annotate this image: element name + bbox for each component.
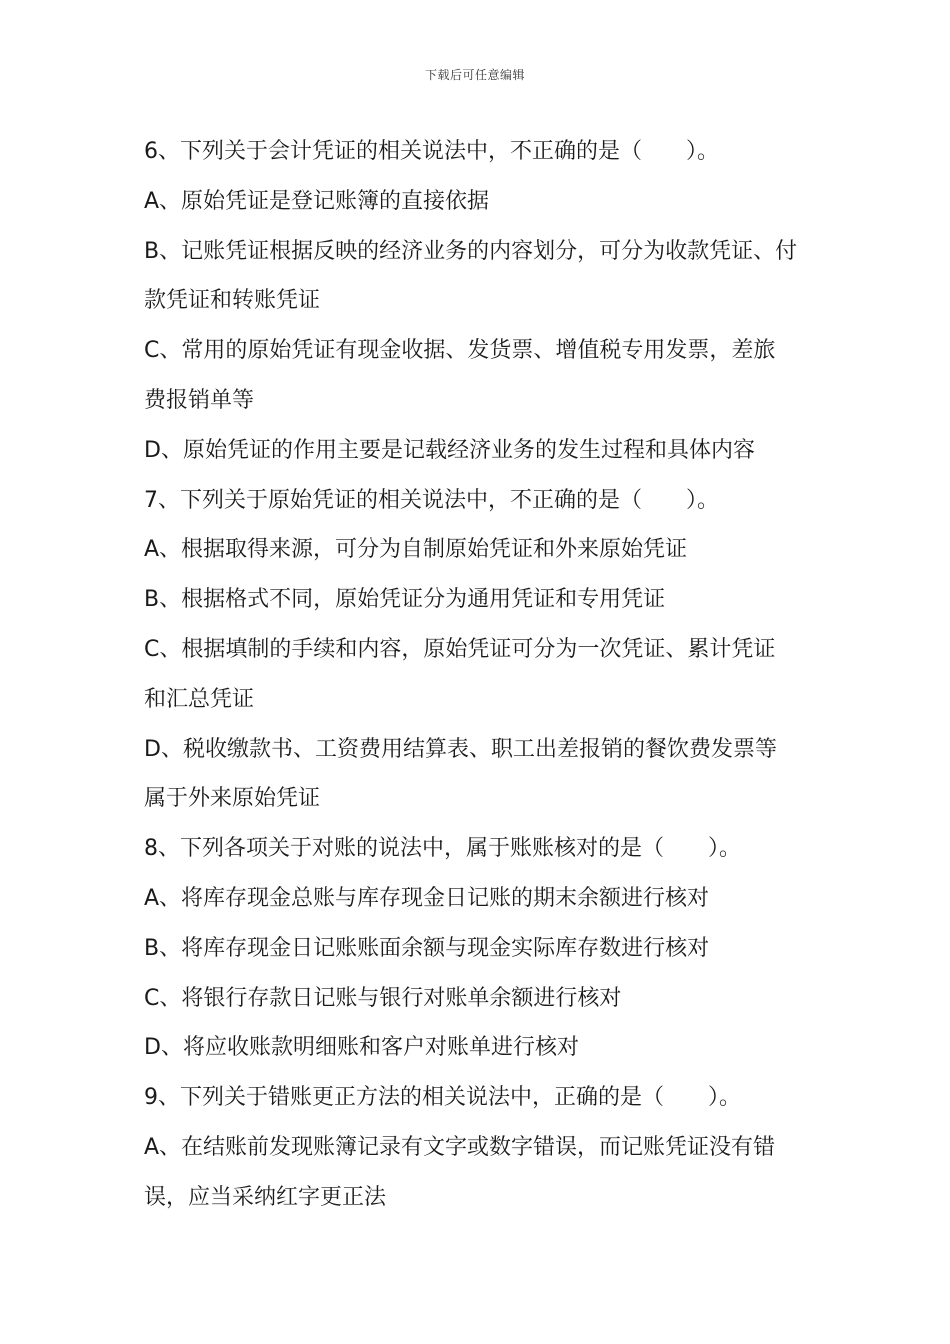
question-9-stem: 9、下列关于错账更正方法的相关说法中，正确的是（ ）。 <box>144 1085 741 1111</box>
document-body <box>144 127 814 1223</box>
page-header-note: 下载后可任意编辑 <box>424 68 525 82</box>
question-7-option-c-cont: 和汇总凭证 <box>144 686 255 712</box>
question-9-option-a: A、在结账前发现账簿记录有文字或数字错误，而记账凭证没有错 <box>144 1134 776 1160</box>
question-6-option-c-cont: 费报销单等 <box>144 387 255 413</box>
question-7-option-a: A、根据取得来源，可分为自制原始凭证和外来原始凭证 <box>144 537 688 563</box>
question-6-option-d: D、原始凭证的作用主要是记载经济业务的发生过程和具体内容 <box>144 437 755 463</box>
question-8-option-a: A、将库存现金总账与库存现金日记账的期末余额进行核对 <box>144 885 710 911</box>
question-6-option-b: B、记账凭证根据反映的经济业务的内容划分，可分为收款凭证、付 <box>144 238 798 264</box>
question-9-option-a-cont: 误，应当采纳红字更正法 <box>144 1184 387 1210</box>
question-8-stem: 8、下列各项关于对账的说法中，属于账账核对的是（ ）。 <box>144 836 741 862</box>
question-6-option-a: A、原始凭证是登记账簿的直接依据 <box>144 188 490 214</box>
question-6-option-c: C、常用的原始凭证有现金收据、发货票、增值税专用发票，差旅 <box>144 338 776 364</box>
question-7-option-d: D、税收缴款书、工资费用结算表、职工出差报销的餐饮费发票等 <box>144 736 777 762</box>
question-7-option-d-cont: 属于外来原始凭证 <box>144 786 321 812</box>
question-8-option-b: B、将库存现金日记账账面余额与现金实际库存数进行核对 <box>144 935 710 961</box>
question-7-stem: 7、下列关于原始凭证的相关说法中，不正确的是（ ）。 <box>144 487 719 513</box>
question-7-option-c: C、根据填制的手续和内容，原始凭证可分为一次凭证、累计凭证 <box>144 636 776 662</box>
question-6-option-b-cont: 款凭证和转账凭证 <box>144 288 321 314</box>
question-7-option-b: B、根据格式不同，原始凭证分为通用凭证和专用凭证 <box>144 587 666 613</box>
question-6-stem: 6、下列关于会计凭证的相关说法中，不正确的是（ ）。 <box>144 139 719 164</box>
question-8-option-d: D、将应收账款明细账和客户对账单进行核对 <box>144 1035 579 1061</box>
question-8-option-c: C、将银行存款日记账与银行对账单余额进行核对 <box>144 985 622 1011</box>
